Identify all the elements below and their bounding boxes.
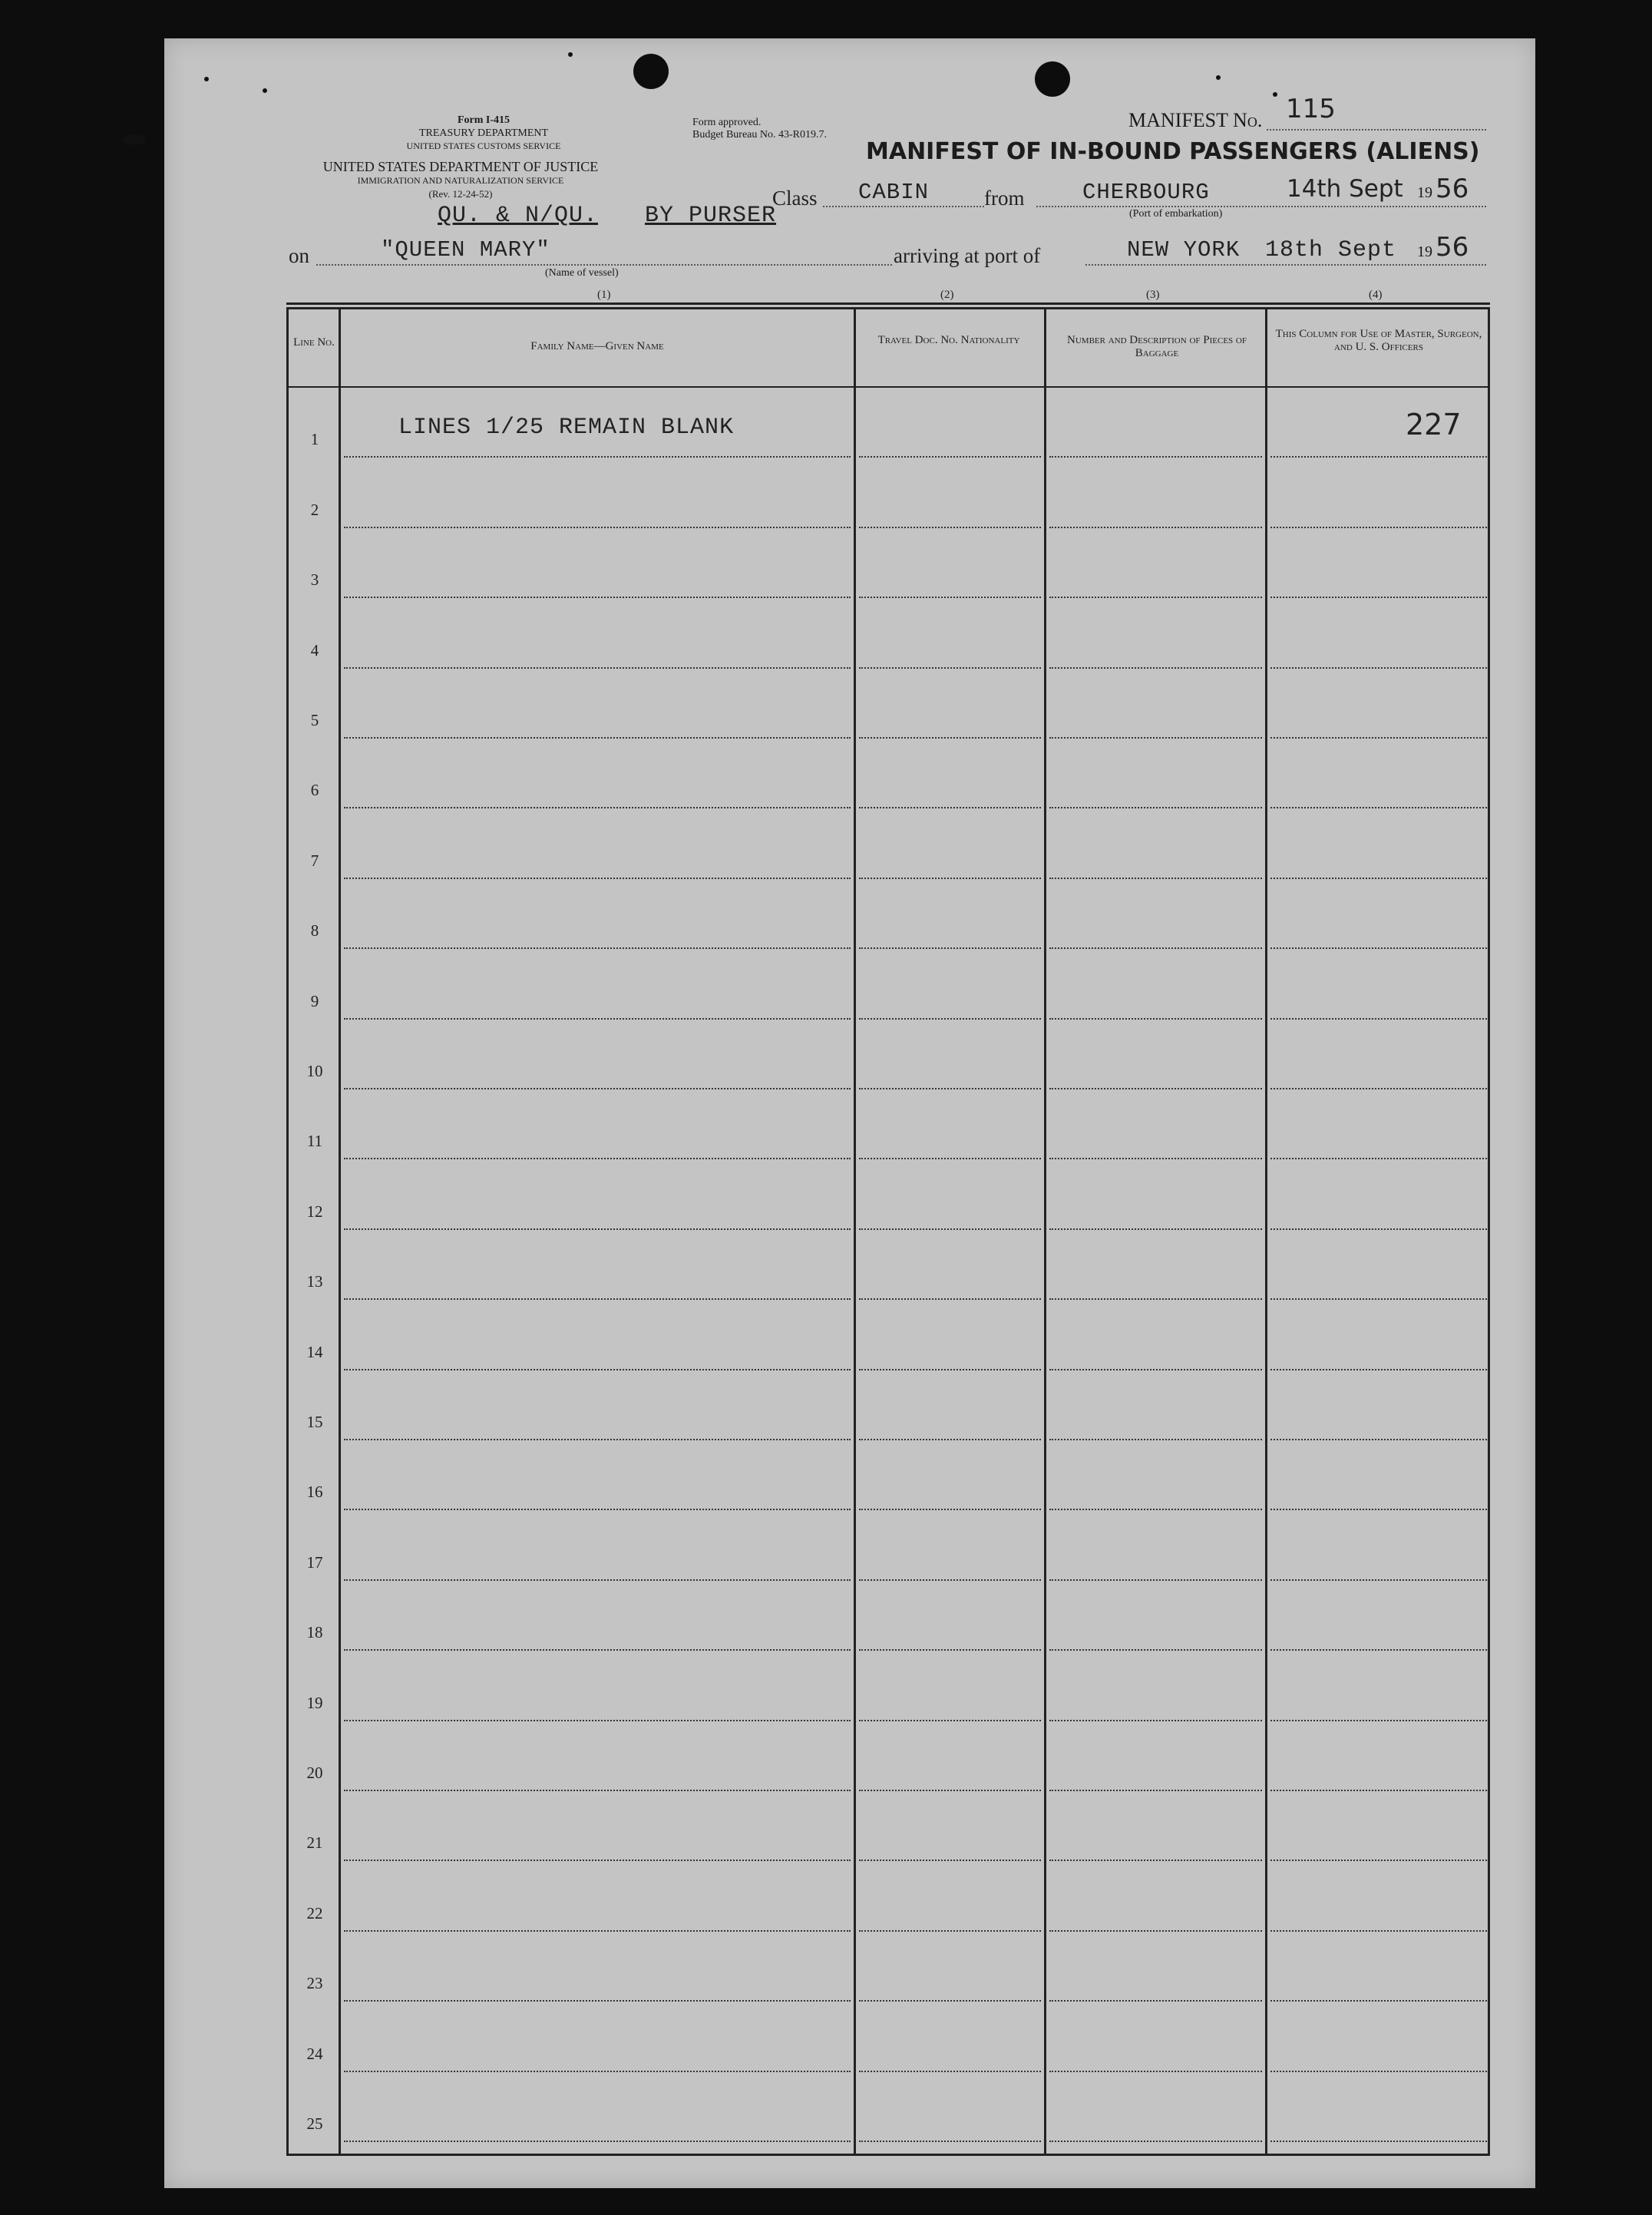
row-rule [1270, 947, 1487, 949]
row-rule [1270, 1298, 1487, 1300]
row-rule [859, 737, 1041, 739]
row-rule [344, 667, 851, 669]
line-number: 4 [310, 640, 319, 660]
line-number: 23 [306, 1974, 323, 1993]
speck-mark [1216, 75, 1221, 80]
line-number: 9 [310, 991, 319, 1010]
row-rule [344, 527, 851, 528]
row-rule [1049, 1018, 1262, 1020]
table-top-rule [286, 302, 1490, 305]
header-rule [341, 386, 854, 388]
class-field [823, 178, 984, 207]
row-rule [1270, 1930, 1487, 1932]
row-rule [859, 1018, 1041, 1020]
line-number: 20 [306, 1764, 323, 1782]
line-number: 15 [306, 1413, 323, 1431]
line-number: 24 [306, 2044, 323, 2063]
form-id-block [361, 114, 606, 153]
row-rule [1270, 2071, 1487, 2072]
speck-mark [123, 134, 146, 145]
row-rule [859, 1298, 1041, 1300]
row-rule [1049, 1298, 1262, 1300]
punch-hole [633, 54, 669, 89]
line-number: 14 [306, 1342, 323, 1361]
line-number: 16 [306, 1483, 323, 1502]
row-rule [1049, 1228, 1262, 1230]
row-rule [344, 807, 851, 808]
row-rule [1049, 1720, 1262, 1721]
qu-note: QU. & N/QU. [438, 203, 599, 229]
line-number: 25 [306, 2114, 323, 2133]
col-divider [854, 309, 856, 2154]
header-family-name: Family Name—Given Name [530, 340, 664, 352]
line-number: 1 [310, 430, 319, 449]
line-number: 8 [310, 921, 319, 941]
col-number-4: (4) [1369, 289, 1383, 301]
line-number: 3 [310, 570, 319, 590]
row-rule [344, 1509, 851, 1510]
row-rule [1270, 1860, 1487, 1861]
row-rule [344, 1369, 851, 1370]
row-rule [859, 1720, 1041, 1721]
row-rule [344, 947, 851, 949]
row-rule [859, 456, 1041, 458]
row-rule [344, 1228, 851, 1230]
departure-year: 56 [1436, 174, 1469, 204]
row-rule [859, 1158, 1041, 1159]
arrival-year: 56 [1436, 232, 1469, 263]
row-rule [1049, 947, 1262, 949]
manifest-no-label: MANIFEST No. [1128, 109, 1263, 131]
class-label: Class [772, 187, 818, 210]
line-number: 18 [306, 1623, 323, 1642]
row-rule [1270, 1649, 1487, 1651]
row-rule [1049, 597, 1262, 598]
punch-hole [1035, 61, 1070, 97]
line-number: 17 [306, 1552, 323, 1572]
col-divider [1265, 309, 1267, 2154]
vessel-field [316, 235, 892, 266]
row-rule [344, 737, 851, 739]
col-divider [339, 309, 341, 2154]
header-rule [1267, 386, 1490, 388]
row-rule [1270, 737, 1487, 739]
row-rule [1270, 1088, 1487, 1089]
arrival-date: 18th Sept [1265, 237, 1397, 263]
row-rule [1049, 737, 1262, 739]
row-rule [344, 1018, 851, 1020]
row-rule [344, 1649, 851, 1651]
row-rule [1049, 527, 1262, 528]
row-rule [1049, 667, 1262, 669]
header-baggage: Number and Description of Pieces of Baggage [1067, 334, 1247, 359]
row-rule [1049, 1088, 1262, 1089]
blank-lines-note: LINES 1/25 REMAIN BLANK [398, 415, 735, 441]
arrival-year-prefix: 19 [1417, 243, 1432, 260]
row-rule [859, 1860, 1041, 1861]
line-number: 22 [306, 1903, 323, 1922]
from-label: from [984, 187, 1025, 210]
header-line-no: Line No. [293, 336, 335, 349]
row-rule [1270, 807, 1487, 808]
line-number: 5 [310, 711, 319, 729]
row-rule [859, 1228, 1041, 1230]
row-rule [344, 1860, 851, 1861]
row-rule [1270, 878, 1487, 879]
row-rule [344, 2141, 851, 2142]
from-field [1036, 174, 1486, 207]
stamp-number: 227 [1406, 408, 1462, 441]
row-rule [1270, 527, 1487, 528]
manifest-no-value: 115 [1286, 94, 1336, 124]
treasury-dept: TREASURY DEPARTMENT [418, 127, 549, 139]
departure-year-prefix: 19 [1417, 184, 1432, 201]
row-rule [1270, 597, 1487, 598]
row-rule [1049, 1369, 1262, 1370]
row-rule [344, 878, 851, 879]
departure-date: 14th Sept [1287, 175, 1403, 203]
form-approved: Form approved. [692, 117, 762, 128]
row-rule [1270, 667, 1487, 669]
line-number: 21 [306, 1833, 323, 1853]
row-rule [1270, 2000, 1487, 2002]
col-divider [1044, 309, 1046, 2154]
row-rule [859, 1369, 1041, 1370]
passenger-table [286, 307, 1490, 2156]
line-number: 13 [306, 1272, 323, 1291]
row-rule [859, 2141, 1041, 2142]
vessel-name: "QUEEN MARY" [381, 237, 550, 263]
col-number-3: (3) [1146, 289, 1160, 301]
row-rule [344, 2071, 851, 2072]
ins-service: IMMIGRATION AND NATURALIZATION SERVICE [357, 175, 564, 186]
row-rule [859, 597, 1041, 598]
row-rule [859, 1930, 1041, 1932]
row-rule [344, 1930, 851, 1932]
from-value: CHERBOURG [1082, 180, 1210, 205]
row-rule [1049, 2071, 1262, 2072]
header-rule [289, 386, 339, 388]
row-rule [344, 1439, 851, 1440]
form-number: Form I-415 [457, 114, 510, 126]
col-number-1: (1) [597, 289, 611, 301]
line-number: 2 [310, 500, 319, 519]
col-number-2: (2) [940, 289, 954, 301]
line-number: 11 [306, 1132, 323, 1151]
on-label: on [289, 244, 309, 267]
row-rule [1049, 2141, 1262, 2142]
row-rule [344, 1088, 851, 1089]
row-rule [859, 1579, 1041, 1581]
manifest-title: MANIFEST OF IN-BOUND PASSENGERS (ALIENS) [866, 138, 1480, 165]
row-rule [1049, 2000, 1262, 2002]
row-rule [1049, 807, 1262, 808]
budget-bureau: Budget Bureau No. 43-R019.7. [692, 129, 827, 141]
row-rule [1049, 1649, 1262, 1651]
row-rule [859, 2071, 1041, 2072]
arrival-port: NEW YORK [1127, 237, 1241, 263]
row-rule [1270, 456, 1487, 458]
line-number: 19 [306, 1693, 323, 1712]
row-rule [1270, 1720, 1487, 1721]
row-rule [859, 667, 1041, 669]
row-rule [344, 1298, 851, 1300]
header-rule [1046, 386, 1265, 388]
header-rule [856, 386, 1044, 388]
row-rule [859, 2000, 1041, 2002]
row-rule [1049, 1930, 1262, 1932]
row-rule [859, 527, 1041, 528]
justice-dept: UNITED STATES DEPARTMENT OF JUSTICE [322, 159, 599, 174]
line-number: 12 [306, 1202, 323, 1221]
row-rule [859, 947, 1041, 949]
row-rule [1270, 1579, 1487, 1581]
speck-mark [263, 88, 267, 93]
header-officers-use: This Column for Use of Master, Surgeon, and U. S. Officers [1275, 328, 1482, 353]
row-rule [1270, 1158, 1487, 1159]
row-rule [344, 2000, 851, 2002]
row-rule [1270, 1509, 1487, 1510]
line-number: 7 [310, 851, 319, 870]
row-rule [1270, 1228, 1487, 1230]
customs-service: UNITED STATES CUSTOMS SERVICE [406, 141, 561, 151]
row-rule [859, 1088, 1041, 1089]
revision-date: (Rev. 12-24-52) [428, 188, 493, 200]
row-rule [859, 807, 1041, 808]
class-value: CABIN [858, 180, 930, 205]
row-rule [1270, 1439, 1487, 1440]
row-rule [1049, 1509, 1262, 1510]
row-rule [1049, 1579, 1262, 1581]
row-rule [1049, 456, 1262, 458]
row-rule [344, 1158, 851, 1159]
row-rule [1049, 1860, 1262, 1861]
row-rule [1270, 1790, 1487, 1791]
by-purser-note: BY PURSER [645, 203, 777, 229]
row-rule [859, 1649, 1041, 1651]
vessel-caption: (Name of vessel) [545, 267, 619, 279]
justice-block [288, 160, 633, 201]
row-rule [859, 878, 1041, 879]
row-rule [859, 1439, 1041, 1440]
line-number: 6 [310, 781, 319, 800]
row-rule [344, 1720, 851, 1721]
row-rule [1049, 1790, 1262, 1791]
approval-block [692, 117, 827, 141]
row-rule [1270, 1018, 1487, 1020]
row-rule [1049, 1158, 1262, 1159]
row-rule [1049, 1439, 1262, 1440]
row-rule [859, 1509, 1041, 1510]
speck-mark [204, 77, 209, 81]
port-caption: (Port of embarkation) [1129, 208, 1223, 220]
row-rule [1049, 878, 1262, 879]
row-rule [344, 597, 851, 598]
speck-mark [568, 52, 573, 57]
row-rule [344, 1579, 851, 1581]
header-travel-doc: Travel Doc. No. Nationality [877, 334, 1020, 346]
row-rule [1270, 1369, 1487, 1370]
row-rule [1270, 2141, 1487, 2142]
line-number: 10 [306, 1062, 323, 1080]
arrival-field [1085, 232, 1486, 266]
row-rule [344, 456, 851, 458]
manifest-no-field [1267, 94, 1486, 131]
row-rule [344, 1790, 851, 1791]
arriving-label: arriving at port of [894, 244, 1041, 267]
row-rule [859, 1790, 1041, 1791]
